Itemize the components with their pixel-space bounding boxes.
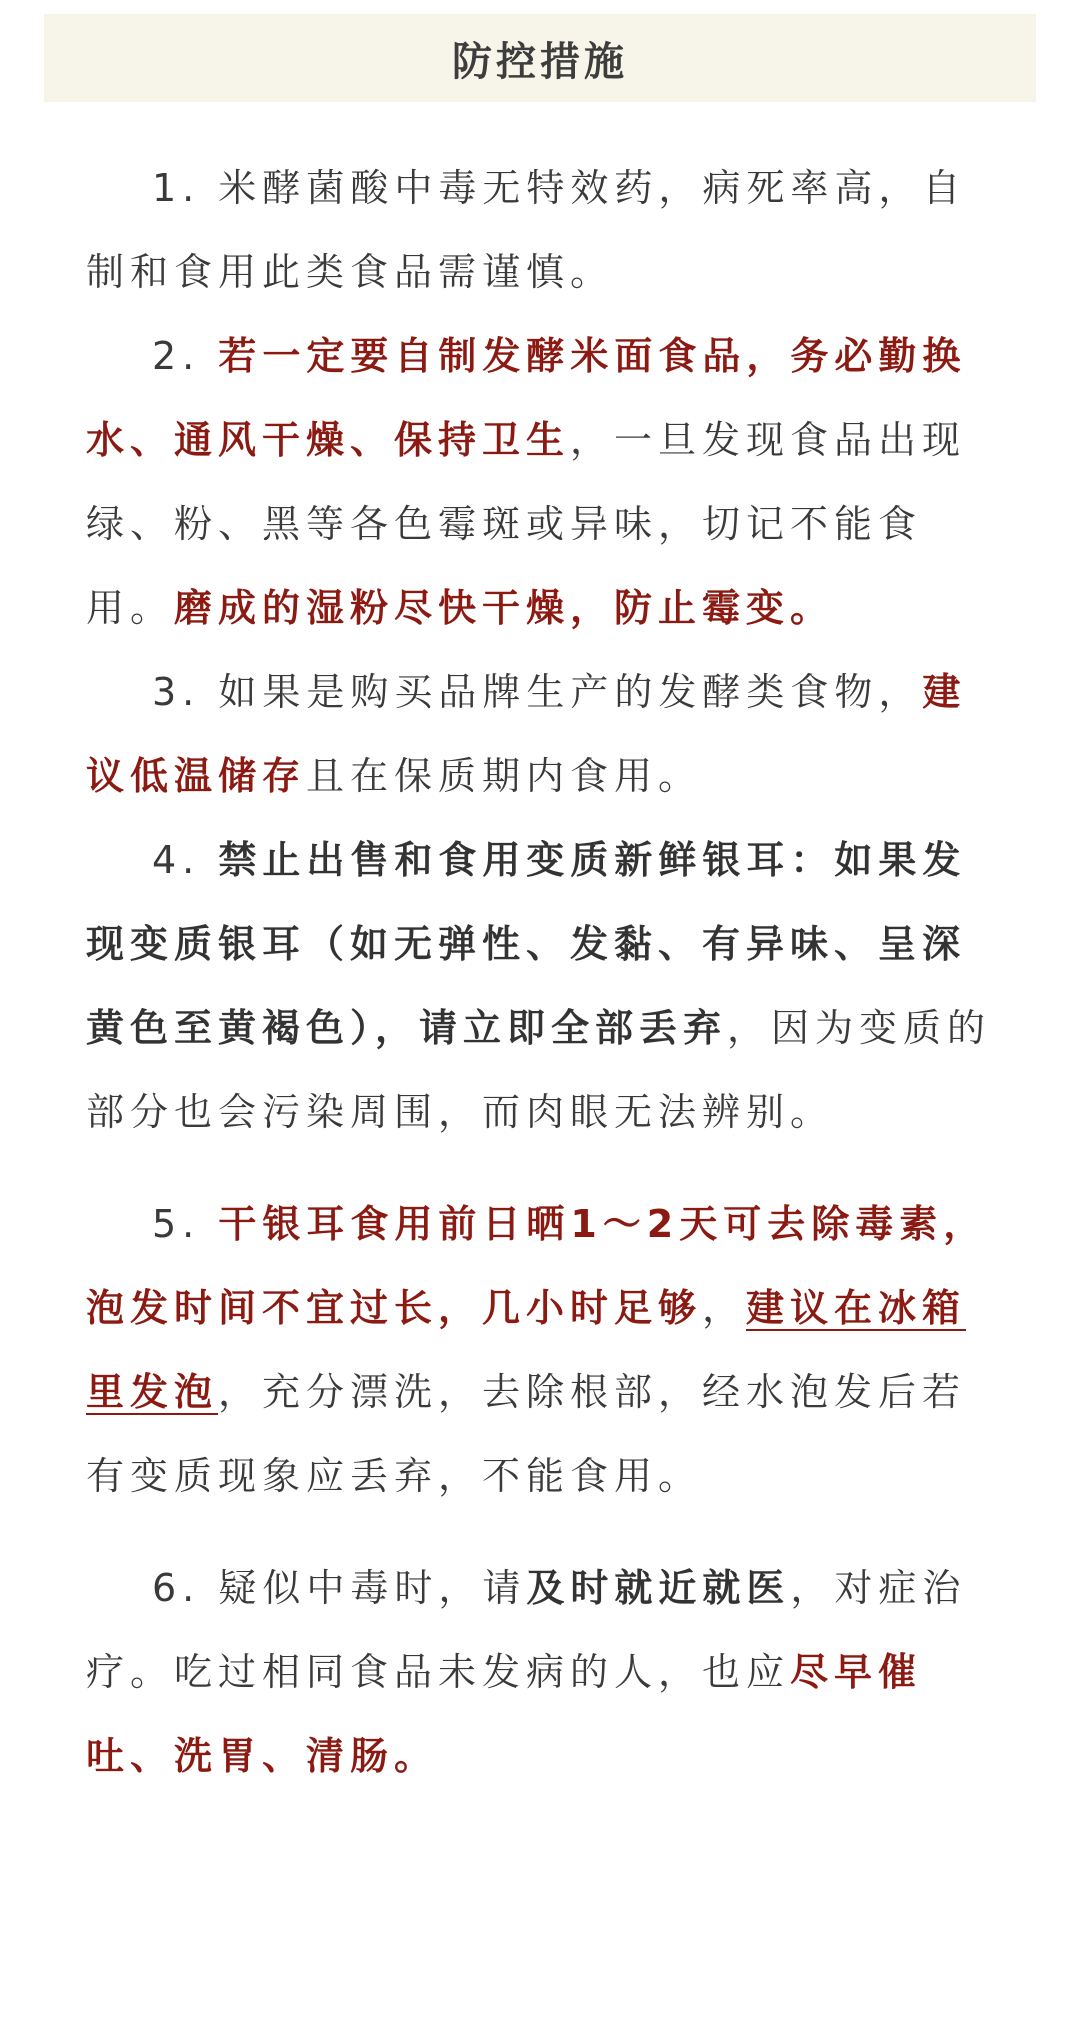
page-title: 防控措施 [452,38,628,85]
measure-item-1 [86,146,996,314]
measure-item-4 [86,818,996,1154]
highlight-bold: 禁止出售和食用变质新鲜银耳：如果发现变质银耳（如无弹性、发黏、有异味、呈深黄色至黄褐色），请立即全部丢弃 [86,838,967,1050]
measure-text: ，对症治疗。吃过相同食品未发病的人，也应 [86,1566,967,1694]
measure-item-6 [86,1546,996,1798]
highlight-red: 干银耳食用前日晒1～2天可去除毒素，泡发时间不宜过长，几小时足够 [86,1202,988,1330]
highlight-red-underlined: 建议在冰箱里发泡 [86,1286,967,1414]
highlight-red: 磨成的湿粉尽快干燥，防止霉变。 [174,586,835,630]
highlight-red: 尽早催吐、洗胃、清肠。 [86,1650,923,1778]
measure-item-5 [86,1182,996,1518]
measure-text: ， [702,1286,747,1330]
highlight-red: 建议低温储存 [86,670,967,798]
measures-list [86,146,996,1798]
measure-number: 5. [152,1202,219,1246]
measure-text: ，充分漂洗，去除根部，经水泡发后若有变质现象应丢弃，不能食用。 [86,1370,967,1498]
measure-text: ，一旦发现食品出现绿、粉、黑等各色霉斑或异味，切记不能食用。 [86,418,967,630]
section-header [44,14,1036,102]
measure-number: 2. [152,334,219,378]
measure-text: 1. 米酵菌酸中毒无特效药，病死率高，自制和食用此类食品需谨慎。 [86,166,967,294]
highlight-red: 若一定要自制发酵米面食品，务必勤换水、通风干燥、保持卫生 [86,334,967,462]
measure-item-3 [86,650,996,818]
measure-item-2 [86,314,996,650]
measure-text: 3. 如果是购买品牌生产的发酵类食物， [152,670,923,714]
measure-text: ，因为变质的部分也会污染周围，而肉眼无法辨别。 [86,1006,992,1134]
measure-number: 4. [152,838,219,882]
measure-text: 6. 疑似中毒时，请 [152,1566,527,1610]
highlight-bold: 及时就近就医 [526,1566,791,1610]
measure-text: 且在保质期内食用。 [306,754,703,798]
